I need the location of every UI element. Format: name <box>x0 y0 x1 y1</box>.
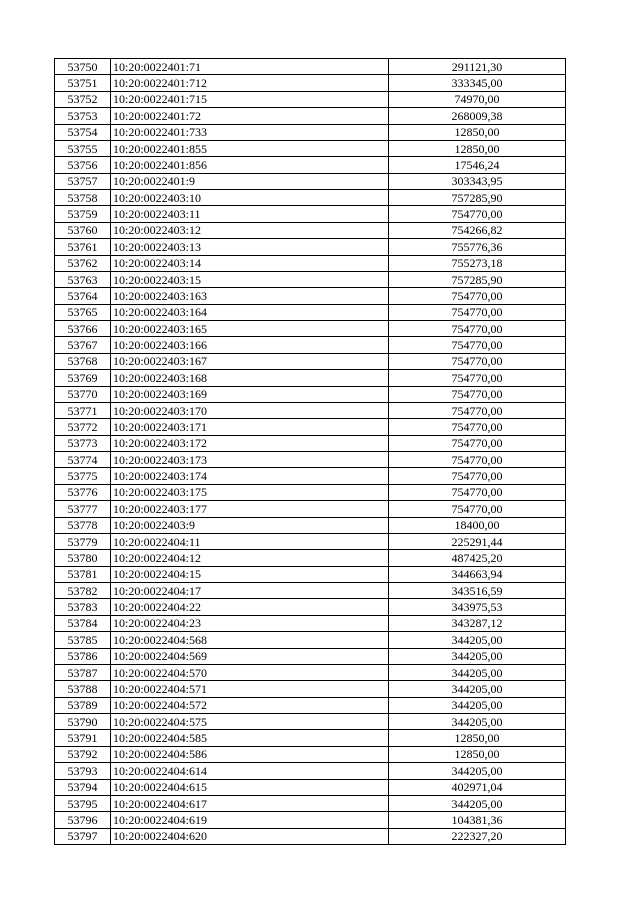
row-number-cell: 53791 <box>55 730 111 746</box>
table-row <box>55 746 566 762</box>
cadastral-number-cell: 10:20:0022401:9 <box>111 173 389 189</box>
table-row <box>55 501 566 517</box>
cadastral-number-cell: 10:20:0022404:614 <box>111 763 389 779</box>
table-row <box>55 255 566 271</box>
value-cell: 755776,36 <box>389 239 566 255</box>
cadastral-number-cell: 10:20:0022403:10 <box>111 190 389 206</box>
value-cell: 343516,59 <box>389 583 566 599</box>
table-row <box>55 484 566 500</box>
table-row <box>55 239 566 255</box>
table-row <box>55 91 566 107</box>
table-row <box>55 190 566 206</box>
row-number-cell: 53772 <box>55 419 111 435</box>
row-number-cell: 53759 <box>55 206 111 222</box>
row-number-cell: 53777 <box>55 501 111 517</box>
table-row <box>55 615 566 631</box>
table-row <box>55 353 566 369</box>
value-cell: 754770,00 <box>389 288 566 304</box>
value-cell: 754770,00 <box>389 353 566 369</box>
value-cell: 754770,00 <box>389 468 566 484</box>
table-row <box>55 304 566 320</box>
table-row <box>55 59 566 75</box>
cadastral-number-cell: 10:20:0022404:586 <box>111 746 389 762</box>
cadastral-number-cell: 10:20:0022404:22 <box>111 599 389 615</box>
value-cell: 12850,00 <box>389 730 566 746</box>
row-number-cell: 53754 <box>55 124 111 140</box>
row-number-cell: 53755 <box>55 140 111 156</box>
value-cell: 74970,00 <box>389 91 566 107</box>
table-row <box>55 173 566 189</box>
cadastral-number-cell: 10:20:0022404:570 <box>111 664 389 680</box>
value-cell: 344205,00 <box>389 795 566 811</box>
cadastral-number-cell: 10:20:0022404:585 <box>111 730 389 746</box>
row-number-cell: 53752 <box>55 91 111 107</box>
row-number-cell: 53758 <box>55 190 111 206</box>
value-cell: 222327,20 <box>389 828 566 844</box>
value-cell: 268009,38 <box>389 108 566 124</box>
cadastral-number-cell: 10:20:0022404:12 <box>111 550 389 566</box>
row-number-cell: 53761 <box>55 239 111 255</box>
table-row <box>55 812 566 828</box>
cadastral-number-cell: 10:20:0022403:15 <box>111 271 389 287</box>
cadastral-number-cell: 10:20:0022401:733 <box>111 124 389 140</box>
row-number-cell: 53796 <box>55 812 111 828</box>
cadastral-number-cell: 10:20:0022403:172 <box>111 435 389 451</box>
value-cell: 754770,00 <box>389 321 566 337</box>
cadastral-number-cell: 10:20:0022404:572 <box>111 697 389 713</box>
value-cell: 344205,00 <box>389 714 566 730</box>
table-row <box>55 599 566 615</box>
cadastral-number-cell: 10:20:0022403:171 <box>111 419 389 435</box>
cadastral-number-cell: 10:20:0022403:167 <box>111 353 389 369</box>
table-row <box>55 271 566 287</box>
row-number-cell: 53794 <box>55 779 111 795</box>
cadastral-number-cell: 10:20:0022403:174 <box>111 468 389 484</box>
row-number-cell: 53783 <box>55 599 111 615</box>
value-cell: 12850,00 <box>389 140 566 156</box>
table-row <box>55 517 566 533</box>
cadastral-number-cell: 10:20:0022404:23 <box>111 615 389 631</box>
value-cell: 344205,00 <box>389 632 566 648</box>
row-number-cell: 53756 <box>55 157 111 173</box>
table-row <box>55 714 566 730</box>
value-cell: 12850,00 <box>389 124 566 140</box>
row-number-cell: 53779 <box>55 533 111 549</box>
value-cell: 344205,00 <box>389 648 566 664</box>
value-cell: 754770,00 <box>389 206 566 222</box>
row-number-cell: 53766 <box>55 321 111 337</box>
value-cell: 104381,36 <box>389 812 566 828</box>
row-number-cell: 53775 <box>55 468 111 484</box>
table-row <box>55 157 566 173</box>
cadastral-number-cell: 10:20:0022401:715 <box>111 91 389 107</box>
cadastral-number-cell: 10:20:0022404:569 <box>111 648 389 664</box>
table-row <box>55 206 566 222</box>
row-number-cell: 53784 <box>55 615 111 631</box>
table-row <box>55 402 566 418</box>
row-number-cell: 53795 <box>55 795 111 811</box>
cadastral-number-cell: 10:20:0022403:164 <box>111 304 389 320</box>
cadastral-number-cell: 10:20:0022404:617 <box>111 795 389 811</box>
row-number-cell: 53762 <box>55 255 111 271</box>
cadastral-number-cell: 10:20:0022403:169 <box>111 386 389 402</box>
cadastral-number-cell: 10:20:0022404:619 <box>111 812 389 828</box>
value-cell: 291121,30 <box>389 59 566 75</box>
row-number-cell: 53787 <box>55 664 111 680</box>
cadastral-number-cell: 10:20:0022403:13 <box>111 239 389 255</box>
value-cell: 12850,00 <box>389 746 566 762</box>
table-row <box>55 681 566 697</box>
row-number-cell: 53757 <box>55 173 111 189</box>
cadastral-number-cell: 10:20:0022401:856 <box>111 157 389 173</box>
row-number-cell: 53753 <box>55 108 111 124</box>
cadastral-number-cell: 10:20:0022403:12 <box>111 222 389 238</box>
value-cell: 402971,04 <box>389 779 566 795</box>
value-cell: 333345,00 <box>389 75 566 91</box>
value-cell: 17546,24 <box>389 157 566 173</box>
cadastral-number-cell: 10:20:0022404:17 <box>111 583 389 599</box>
value-cell: 344205,00 <box>389 697 566 713</box>
cadastral-number-cell: 10:20:0022404:11 <box>111 533 389 549</box>
value-cell: 754770,00 <box>389 484 566 500</box>
cadastral-number-cell: 10:20:0022403:177 <box>111 501 389 517</box>
table-row <box>55 566 566 582</box>
table-row <box>55 697 566 713</box>
row-number-cell: 53751 <box>55 75 111 91</box>
table-body <box>55 59 566 845</box>
table-row <box>55 108 566 124</box>
value-cell: 754770,00 <box>389 402 566 418</box>
row-number-cell: 53797 <box>55 828 111 844</box>
table-row <box>55 222 566 238</box>
cadastral-number-cell: 10:20:0022401:855 <box>111 140 389 156</box>
value-cell: 757285,90 <box>389 271 566 287</box>
cadastral-number-cell: 10:20:0022403:11 <box>111 206 389 222</box>
row-number-cell: 53780 <box>55 550 111 566</box>
row-number-cell: 53773 <box>55 435 111 451</box>
cadastral-number-cell: 10:20:0022403:166 <box>111 337 389 353</box>
cadastral-number-cell: 10:20:0022401:71 <box>111 59 389 75</box>
table-row <box>55 550 566 566</box>
cadastral-number-cell: 10:20:0022403:168 <box>111 370 389 386</box>
value-cell: 757285,90 <box>389 190 566 206</box>
table-row <box>55 648 566 664</box>
table-row <box>55 337 566 353</box>
cadastral-number-cell: 10:20:0022401:72 <box>111 108 389 124</box>
row-number-cell: 53774 <box>55 452 111 468</box>
row-number-cell: 53776 <box>55 484 111 500</box>
value-cell: 303343,95 <box>389 173 566 189</box>
table-row <box>55 828 566 844</box>
row-number-cell: 53750 <box>55 59 111 75</box>
table-row <box>55 730 566 746</box>
row-number-cell: 53781 <box>55 566 111 582</box>
value-cell: 754266,82 <box>389 222 566 238</box>
cadastral-number-cell: 10:20:0022404:15 <box>111 566 389 582</box>
row-number-cell: 53790 <box>55 714 111 730</box>
table-row <box>55 452 566 468</box>
value-cell: 18400,00 <box>389 517 566 533</box>
cadastral-number-cell: 10:20:0022403:9 <box>111 517 389 533</box>
table-row <box>55 321 566 337</box>
value-cell: 344205,00 <box>389 681 566 697</box>
value-cell: 754770,00 <box>389 501 566 517</box>
cadastral-number-cell: 10:20:0022404:615 <box>111 779 389 795</box>
value-cell: 754770,00 <box>389 337 566 353</box>
table-row <box>55 763 566 779</box>
row-number-cell: 53760 <box>55 222 111 238</box>
row-number-cell: 53769 <box>55 370 111 386</box>
table-row <box>55 795 566 811</box>
cadastral-number-cell: 10:20:0022404:575 <box>111 714 389 730</box>
row-number-cell: 53786 <box>55 648 111 664</box>
value-cell: 487425,20 <box>389 550 566 566</box>
table-row <box>55 779 566 795</box>
row-number-cell: 53765 <box>55 304 111 320</box>
cadastral-number-cell: 10:20:0022403:14 <box>111 255 389 271</box>
row-number-cell: 53792 <box>55 746 111 762</box>
cadastral-number-cell: 10:20:0022403:173 <box>111 452 389 468</box>
value-cell: 754770,00 <box>389 386 566 402</box>
row-number-cell: 53778 <box>55 517 111 533</box>
row-number-cell: 53771 <box>55 402 111 418</box>
value-cell: 754770,00 <box>389 370 566 386</box>
cadastral-number-cell: 10:20:0022404:568 <box>111 632 389 648</box>
table-row <box>55 664 566 680</box>
value-cell: 754770,00 <box>389 419 566 435</box>
table-row <box>55 468 566 484</box>
table-row <box>55 288 566 304</box>
table-row <box>55 140 566 156</box>
row-number-cell: 53767 <box>55 337 111 353</box>
value-cell: 344663,94 <box>389 566 566 582</box>
row-number-cell: 53789 <box>55 697 111 713</box>
table-row <box>55 75 566 91</box>
row-number-cell: 53793 <box>55 763 111 779</box>
row-number-cell: 53768 <box>55 353 111 369</box>
cadastral-number-cell: 10:20:0022403:163 <box>111 288 389 304</box>
row-number-cell: 53770 <box>55 386 111 402</box>
table-row <box>55 386 566 402</box>
row-number-cell: 53788 <box>55 681 111 697</box>
value-cell: 344205,00 <box>389 763 566 779</box>
cadastral-number-cell: 10:20:0022404:620 <box>111 828 389 844</box>
row-number-cell: 53764 <box>55 288 111 304</box>
row-number-cell: 53782 <box>55 583 111 599</box>
cadastral-value-table <box>54 58 566 845</box>
row-number-cell: 53785 <box>55 632 111 648</box>
cadastral-number-cell: 10:20:0022403:165 <box>111 321 389 337</box>
table-row <box>55 370 566 386</box>
value-cell: 225291,44 <box>389 533 566 549</box>
value-cell: 344205,00 <box>389 664 566 680</box>
table-row <box>55 435 566 451</box>
table-row <box>55 419 566 435</box>
value-cell: 343975,53 <box>389 599 566 615</box>
value-cell: 343287,12 <box>389 615 566 631</box>
cadastral-number-cell: 10:20:0022401:712 <box>111 75 389 91</box>
table-row <box>55 124 566 140</box>
table-row <box>55 533 566 549</box>
cadastral-number-cell: 10:20:0022403:170 <box>111 402 389 418</box>
row-number-cell: 53763 <box>55 271 111 287</box>
table-row <box>55 632 566 648</box>
cadastral-number-cell: 10:20:0022403:175 <box>111 484 389 500</box>
cadastral-number-cell: 10:20:0022404:571 <box>111 681 389 697</box>
value-cell: 754770,00 <box>389 435 566 451</box>
value-cell: 754770,00 <box>389 452 566 468</box>
table-row <box>55 583 566 599</box>
value-cell: 755273,18 <box>389 255 566 271</box>
value-cell: 754770,00 <box>389 304 566 320</box>
